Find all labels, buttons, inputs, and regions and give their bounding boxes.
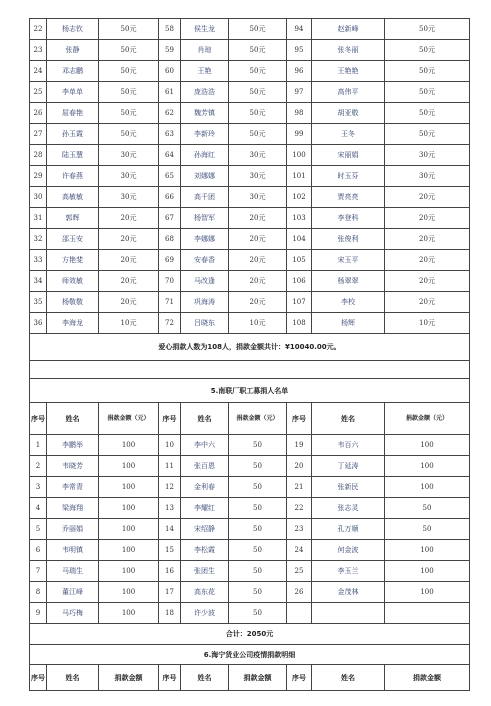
amount-cell: 50元 <box>99 61 159 82</box>
donor-name-cell: 李单单 <box>47 82 99 103</box>
amount-cell: 50元 <box>99 19 159 40</box>
amount-cell: 20元 <box>385 292 470 313</box>
donor-name-cell: 屈春艳 <box>47 103 99 124</box>
amount-cell: 30元 <box>385 145 470 166</box>
serial-cell: 15 <box>159 540 181 561</box>
amount-cell: 30元 <box>99 145 159 166</box>
serial-cell: 104 <box>287 229 312 250</box>
amount-cell: 20元 <box>385 271 470 292</box>
serial-cell: 13 <box>159 498 181 519</box>
donor-name-cell: 侯生龙 <box>181 19 229 40</box>
donor-name-cell: 王冬 <box>312 124 385 145</box>
serial-cell: 101 <box>287 166 312 187</box>
amount-cell: 50元 <box>385 82 470 103</box>
amount-cell: 30元 <box>385 166 470 187</box>
donor-name-cell: 韦明镇 <box>47 540 99 561</box>
amount-cell: 50元 <box>385 103 470 124</box>
donor-name-cell: 李中六 <box>181 435 229 456</box>
amount-cell: 50 <box>229 582 287 603</box>
amount-cell: 50元 <box>99 40 159 61</box>
header-no: 序号 <box>287 403 312 435</box>
serial-cell: 107 <box>287 292 312 313</box>
header-name: 姓名 <box>181 403 229 435</box>
amount-cell: 50 <box>229 477 287 498</box>
header-no: 序号 <box>30 665 47 691</box>
donor-name-cell: 贾亮亮 <box>312 187 385 208</box>
donor-name-cell: 董江峰 <box>47 582 99 603</box>
section6-header-row <box>30 665 470 691</box>
serial-cell: 100 <box>287 145 312 166</box>
donor-name-cell: 何金波 <box>312 540 385 561</box>
amount-cell: 20元 <box>385 229 470 250</box>
donation-sheet <box>29 18 469 691</box>
table-row <box>30 498 470 519</box>
donor-name-cell: 师效敏 <box>47 271 99 292</box>
donor-name-cell: 高伟平 <box>312 82 385 103</box>
amount-cell: 100 <box>99 603 159 624</box>
serial-cell: 16 <box>159 561 181 582</box>
amount-cell: 100 <box>385 540 470 561</box>
serial-cell: 31 <box>30 208 47 229</box>
serial-cell: 65 <box>159 166 181 187</box>
amount-cell: 50元 <box>385 19 470 40</box>
amount-cell <box>385 603 470 624</box>
serial-cell: 30 <box>30 187 47 208</box>
amount-cell: 100 <box>99 456 159 477</box>
donor-name-cell: 李娜娜 <box>181 229 229 250</box>
donation-table <box>29 18 470 691</box>
header-amount: 捐款金额 <box>99 665 159 691</box>
header-amount: 捐款金额 <box>385 665 470 691</box>
donor-name-cell: 胡亚敬 <box>312 103 385 124</box>
amount-cell: 20元 <box>385 187 470 208</box>
serial-cell: 18 <box>159 603 181 624</box>
donor-name-cell: 张俊利 <box>312 229 385 250</box>
donor-name-cell: 李登科 <box>312 208 385 229</box>
donor-name-cell: 方艳斐 <box>47 250 99 271</box>
serial-cell: 99 <box>287 124 312 145</box>
amount-cell: 20元 <box>385 250 470 271</box>
amount-cell: 30元 <box>99 187 159 208</box>
serial-cell: 32 <box>30 229 47 250</box>
serial-cell: 3 <box>30 477 47 498</box>
table-row <box>30 540 470 561</box>
table-row <box>30 208 470 229</box>
header-name: 姓名 <box>312 403 385 435</box>
table-row <box>30 19 470 40</box>
serial-cell: 72 <box>159 313 181 334</box>
header-name: 姓名 <box>47 403 99 435</box>
donor-name-cell: 李海龙 <box>47 313 99 334</box>
donor-name-cell: 马改逢 <box>181 271 229 292</box>
serial-cell: 26 <box>30 103 47 124</box>
amount-cell: 50元 <box>385 40 470 61</box>
serial-cell: 103 <box>287 208 312 229</box>
total-text: 合计：2050元 <box>30 624 470 645</box>
amount-cell: 100 <box>99 582 159 603</box>
donor-name-cell: 张静 <box>47 40 99 61</box>
serial-cell: 22 <box>287 498 312 519</box>
table-row <box>30 603 470 624</box>
serial-cell: 60 <box>159 61 181 82</box>
donor-name-cell: 马瑞生 <box>47 561 99 582</box>
donor-name-cell: 韦百六 <box>312 435 385 456</box>
amount-cell: 20元 <box>229 208 287 229</box>
donor-name-cell: 肖琼 <box>181 40 229 61</box>
amount-cell: 50元 <box>229 40 287 61</box>
amount-cell: 20元 <box>99 271 159 292</box>
amount-cell: 30元 <box>99 166 159 187</box>
donor-name-cell: 孙海红 <box>181 145 229 166</box>
header-no: 序号 <box>159 403 181 435</box>
serial-cell: 67 <box>159 208 181 229</box>
donor-name-cell: 郭辉 <box>47 208 99 229</box>
amount-cell: 50元 <box>99 124 159 145</box>
amount-cell: 50元 <box>385 124 470 145</box>
donor-name-cell: 杨智军 <box>181 208 229 229</box>
serial-cell: 33 <box>30 250 47 271</box>
table-row <box>30 187 470 208</box>
serial-cell: 10 <box>159 435 181 456</box>
donor-name-cell: 魏芳镇 <box>181 103 229 124</box>
donor-name-cell: 张新民 <box>312 477 385 498</box>
serial-cell: 17 <box>159 582 181 603</box>
table-row <box>30 103 470 124</box>
serial-cell: 9 <box>30 603 47 624</box>
serial-cell: 96 <box>287 61 312 82</box>
amount-cell: 20元 <box>99 250 159 271</box>
table-row <box>30 40 470 61</box>
serial-cell: 21 <box>287 477 312 498</box>
serial-cell: 20 <box>287 456 312 477</box>
donor-name-cell: 李鹏举 <box>47 435 99 456</box>
serial-cell: 102 <box>287 187 312 208</box>
amount-cell: 100 <box>385 456 470 477</box>
section5-header-row <box>30 403 470 435</box>
serial-cell: 106 <box>287 271 312 292</box>
amount-cell: 10元 <box>99 313 159 334</box>
serial-cell: 63 <box>159 124 181 145</box>
amount-cell: 50元 <box>385 61 470 82</box>
donor-name-cell: 王艳艳 <box>312 61 385 82</box>
section5-title-row <box>30 379 470 403</box>
serial-cell: 62 <box>159 103 181 124</box>
donor-list-b <box>30 435 470 624</box>
donor-name-cell: 李校 <box>312 292 385 313</box>
serial-cell: 35 <box>30 292 47 313</box>
donor-name-cell: 庞浩浩 <box>181 82 229 103</box>
donor-name-cell: 张团生 <box>181 561 229 582</box>
serial-cell: 95 <box>287 40 312 61</box>
amount-cell: 20元 <box>385 208 470 229</box>
amount-cell: 50元 <box>99 82 159 103</box>
section6-title-row <box>30 645 470 665</box>
donor-name-cell: 吕晓东 <box>181 313 229 334</box>
donor-name-cell: 孔万顺 <box>312 519 385 540</box>
serial-cell: 19 <box>287 435 312 456</box>
amount-cell: 100 <box>99 561 159 582</box>
serial-cell: 68 <box>159 229 181 250</box>
table-row <box>30 519 470 540</box>
donor-name-cell: 宋绍静 <box>181 519 229 540</box>
amount-cell: 100 <box>99 477 159 498</box>
amount-cell: 50元 <box>229 61 287 82</box>
donor-name-cell: 邵玉安 <box>47 229 99 250</box>
donor-name-cell: 李常青 <box>47 477 99 498</box>
header-no: 序号 <box>30 403 47 435</box>
donor-name-cell: 许春燕 <box>47 166 99 187</box>
table-row <box>30 61 470 82</box>
amount-cell: 50 <box>229 603 287 624</box>
donor-name-cell: 金茂林 <box>312 582 385 603</box>
summary-row <box>30 334 470 361</box>
donor-name-cell: 王艳 <box>181 61 229 82</box>
amount-cell: 50元 <box>229 124 287 145</box>
total-row <box>30 624 470 645</box>
donor-name-cell: 高东花 <box>181 582 229 603</box>
header-name: 姓名 <box>181 665 229 691</box>
amount-cell: 100 <box>385 561 470 582</box>
donor-name-cell: 高千团 <box>181 187 229 208</box>
table-row <box>30 582 470 603</box>
donor-name-cell: 韦晓芳 <box>47 456 99 477</box>
header-no: 序号 <box>159 665 181 691</box>
donor-name-cell: 李新玲 <box>181 124 229 145</box>
amount-cell: 10元 <box>385 313 470 334</box>
header-name: 姓名 <box>47 665 99 691</box>
donor-name-cell: 乔丽娟 <box>47 519 99 540</box>
donor-name-cell: 赵新峰 <box>312 19 385 40</box>
serial-cell: 64 <box>159 145 181 166</box>
amount-cell: 20元 <box>99 292 159 313</box>
amount-cell: 30元 <box>229 145 287 166</box>
donor-name-cell: 宋玉平 <box>312 250 385 271</box>
serial-cell: 4 <box>30 498 47 519</box>
serial-cell: 12 <box>159 477 181 498</box>
header-amount: 捐款金额（元） <box>99 403 159 435</box>
amount-cell: 50 <box>385 498 470 519</box>
donor-list-a <box>30 19 470 334</box>
donor-name-cell: 高敏敏 <box>47 187 99 208</box>
amount-cell: 100 <box>385 582 470 603</box>
amount-cell: 30元 <box>229 187 287 208</box>
serial-cell: 34 <box>30 271 47 292</box>
table-row <box>30 271 470 292</box>
serial-cell: 98 <box>287 103 312 124</box>
amount-cell: 50 <box>229 456 287 477</box>
table-row <box>30 145 470 166</box>
amount-cell: 100 <box>385 435 470 456</box>
serial-cell: 7 <box>30 561 47 582</box>
donor-name-cell: 杨敬敬 <box>47 292 99 313</box>
serial-cell: 24 <box>287 540 312 561</box>
serial-cell: 22 <box>30 19 47 40</box>
donor-name-cell: 巩海涛 <box>181 292 229 313</box>
amount-cell: 20元 <box>99 229 159 250</box>
amount-cell: 50 <box>229 435 287 456</box>
donor-name-cell: 张志灵 <box>312 498 385 519</box>
amount-cell: 100 <box>385 477 470 498</box>
donor-name-cell: 杨志钦 <box>47 19 99 40</box>
donor-name-cell: 陆玉慧 <box>47 145 99 166</box>
serial-cell: 26 <box>287 582 312 603</box>
amount-cell: 50元 <box>229 103 287 124</box>
table-row <box>30 250 470 271</box>
section5-title: 5.南联厂职工募捐人名单 <box>30 379 470 403</box>
amount-cell: 100 <box>99 498 159 519</box>
amount-cell: 50 <box>385 519 470 540</box>
amount-cell: 50元 <box>99 103 159 124</box>
amount-cell: 20元 <box>229 229 287 250</box>
serial-cell: 24 <box>30 61 47 82</box>
serial-cell: 105 <box>287 250 312 271</box>
donor-name-cell: 刘娜娜 <box>181 166 229 187</box>
donor-name-cell: 宋丽娟 <box>312 145 385 166</box>
donor-name-cell: 李耀红 <box>181 498 229 519</box>
donor-name-cell: 安春香 <box>181 250 229 271</box>
table-row <box>30 292 470 313</box>
serial-cell: 66 <box>159 187 181 208</box>
donor-name-cell: 丁延涛 <box>312 456 385 477</box>
spacer-cell <box>30 361 470 379</box>
serial-cell: 70 <box>159 271 181 292</box>
donor-name-cell: 李玉兰 <box>312 561 385 582</box>
donor-name-cell <box>312 603 385 624</box>
spacer-row <box>30 361 470 379</box>
donor-name-cell: 马巧梅 <box>47 603 99 624</box>
serial-cell <box>287 603 312 624</box>
amount-cell: 30元 <box>229 166 287 187</box>
donor-name-cell: 杨翠翠 <box>312 271 385 292</box>
table-row <box>30 82 470 103</box>
donor-name-cell: 许少波 <box>181 603 229 624</box>
table-row <box>30 229 470 250</box>
amount-cell: 50元 <box>229 82 287 103</box>
serial-cell: 94 <box>287 19 312 40</box>
amount-cell: 20元 <box>229 292 287 313</box>
serial-cell: 5 <box>30 519 47 540</box>
donor-name-cell: 时玉芬 <box>312 166 385 187</box>
donor-name-cell: 梁海翔 <box>47 498 99 519</box>
serial-cell: 36 <box>30 313 47 334</box>
header-name: 姓名 <box>312 665 385 691</box>
serial-cell: 2 <box>30 456 47 477</box>
amount-cell: 50 <box>229 519 287 540</box>
amount-cell: 20元 <box>229 250 287 271</box>
table-row <box>30 561 470 582</box>
amount-cell: 100 <box>99 435 159 456</box>
table-row <box>30 435 470 456</box>
amount-cell: 50 <box>229 540 287 561</box>
serial-cell: 71 <box>159 292 181 313</box>
serial-cell: 27 <box>30 124 47 145</box>
serial-cell: 69 <box>159 250 181 271</box>
donor-name-cell: 张百恩 <box>181 456 229 477</box>
header-amount: 捐款金额（元） <box>229 403 287 435</box>
amount-cell: 50 <box>229 561 287 582</box>
table-row <box>30 124 470 145</box>
donor-name-cell: 金利春 <box>181 477 229 498</box>
table-row <box>30 456 470 477</box>
donor-name-cell: 张冬丽 <box>312 40 385 61</box>
serial-cell: 25 <box>287 561 312 582</box>
header-amount: 捐款金额（元） <box>385 403 470 435</box>
serial-cell: 97 <box>287 82 312 103</box>
serial-cell: 59 <box>159 40 181 61</box>
serial-cell: 1 <box>30 435 47 456</box>
serial-cell: 23 <box>30 40 47 61</box>
section6-title: 6.海宁货业公司疫情捐款明细 <box>30 645 470 665</box>
summary-text: 爱心捐款人数为108人，捐款金额共计：¥10040.00元。 <box>30 334 470 361</box>
donor-name-cell: 邓志鹏 <box>47 61 99 82</box>
serial-cell: 8 <box>30 582 47 603</box>
serial-cell: 29 <box>30 166 47 187</box>
table-row <box>30 166 470 187</box>
serial-cell: 28 <box>30 145 47 166</box>
serial-cell: 11 <box>159 456 181 477</box>
serial-cell: 23 <box>287 519 312 540</box>
serial-cell: 108 <box>287 313 312 334</box>
donor-name-cell: 李松霞 <box>181 540 229 561</box>
header-amount: 捐款金额 <box>229 665 287 691</box>
serial-cell: 14 <box>159 519 181 540</box>
amount-cell: 10元 <box>229 313 287 334</box>
amount-cell: 20元 <box>99 208 159 229</box>
table-row <box>30 477 470 498</box>
amount-cell: 50 <box>229 498 287 519</box>
donor-name-cell: 孙玉霞 <box>47 124 99 145</box>
amount-cell: 50元 <box>229 19 287 40</box>
serial-cell: 61 <box>159 82 181 103</box>
serial-cell: 58 <box>159 19 181 40</box>
amount-cell: 20元 <box>229 271 287 292</box>
table-row <box>30 313 470 334</box>
donor-name-cell: 杨辉 <box>312 313 385 334</box>
serial-cell: 6 <box>30 540 47 561</box>
amount-cell: 100 <box>99 540 159 561</box>
serial-cell: 25 <box>30 82 47 103</box>
amount-cell: 100 <box>99 519 159 540</box>
header-no: 序号 <box>287 665 312 691</box>
